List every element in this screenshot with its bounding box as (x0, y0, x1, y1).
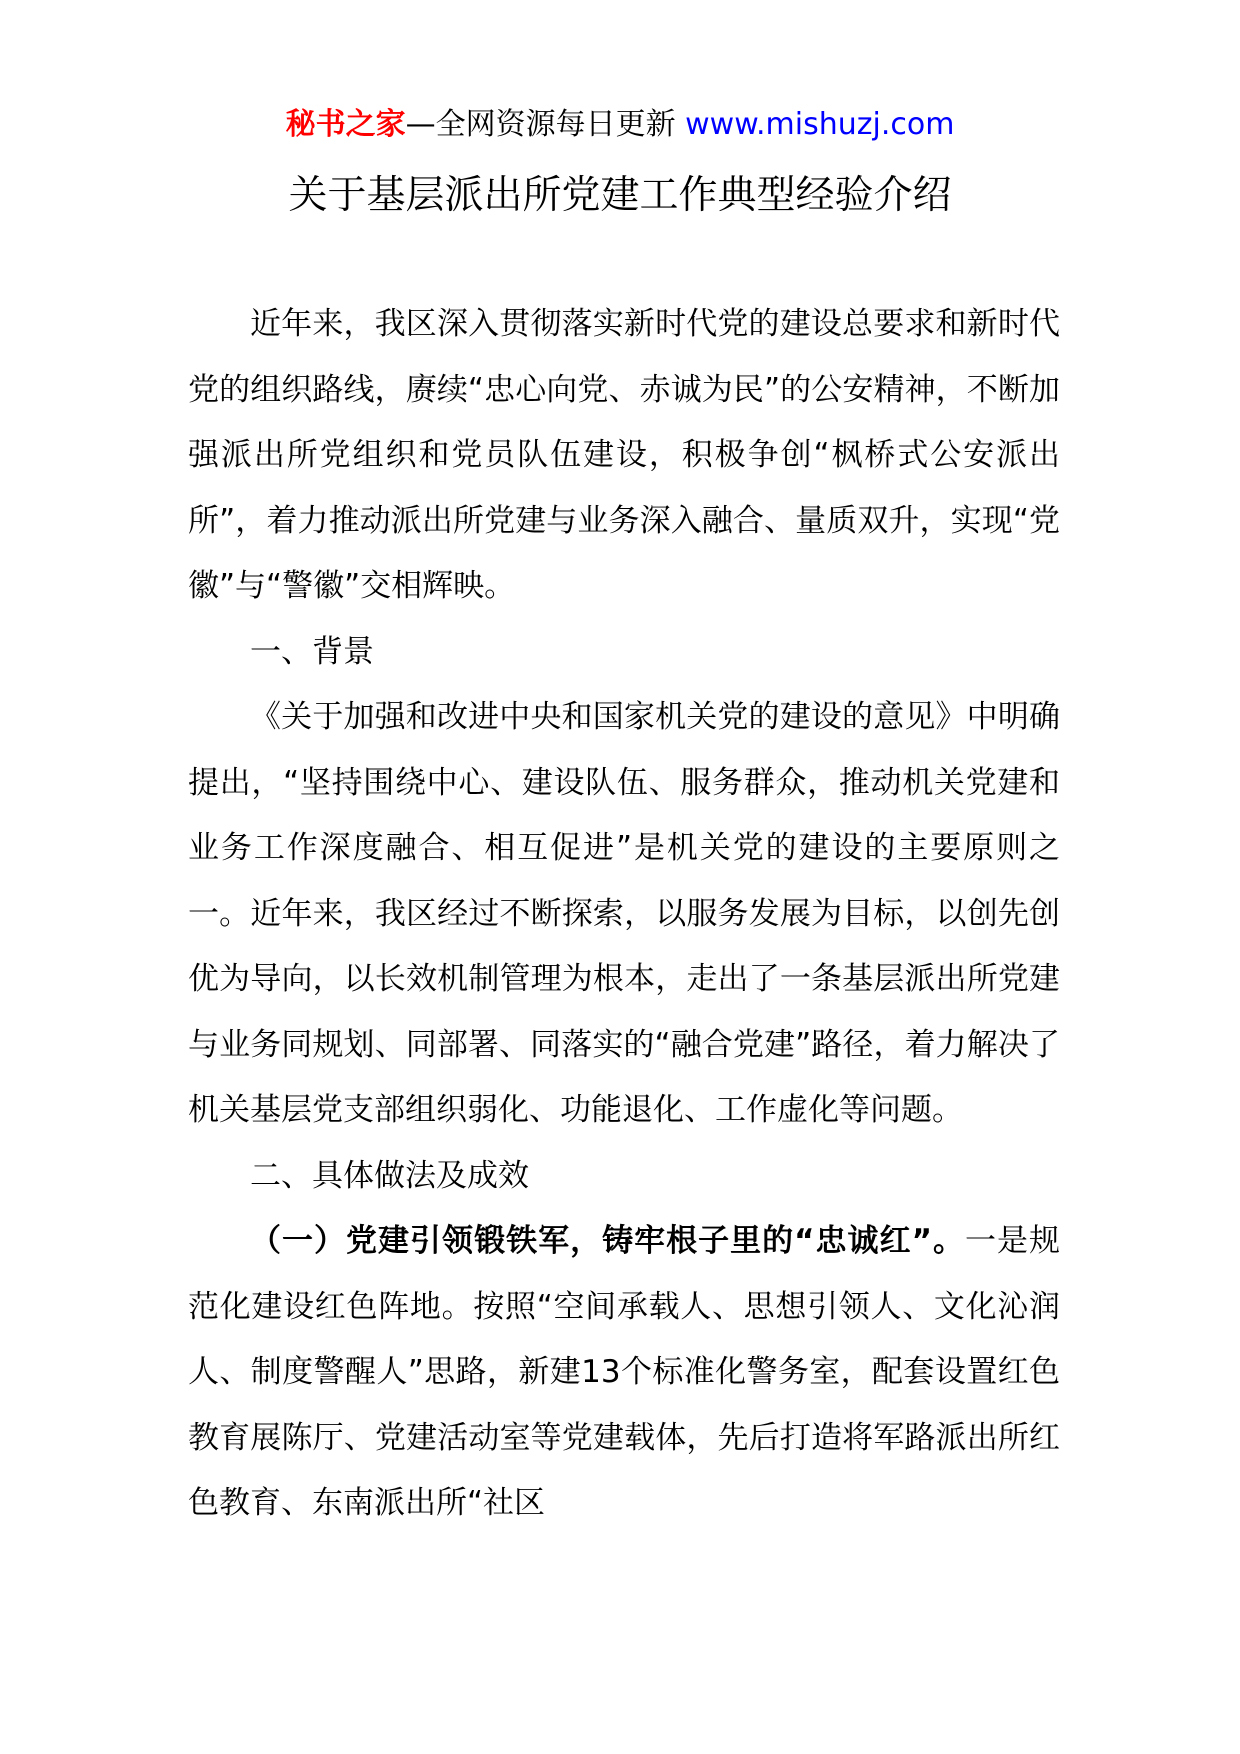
brand-name: 秘书之家 (285, 107, 406, 142)
document-body (188, 292, 1060, 1537)
section-heading-background: 一、背景 (250, 633, 374, 670)
subsection-heading: （一）党建引领锻铁军，铸牢根子里的“忠诚红”。 (250, 1223, 965, 1259)
background-paragraph: 《关于加强和改进中央和国家机关党的建设的意见》中明确提出，“坚持围绕中心、建设队伍、服务群众，推动机关党建和业务工作深度融合、相互促进”是机关党的建设的主要原则之一。近年来，我区经过不断探索，以服务发展为目标，以创先创优为导向，以长效机制管理为根本，走出了一条基层派出所党建与业务同规划、同部署、同落实的“融合党建”路径，着力解决了机关基层党支部组织弱化、功能退化、工作虚化等问题。 (188, 699, 1060, 1128)
website-link[interactable]: www.mishuzj.com (685, 107, 955, 142)
section-heading-practices: 二、具体做法及成效 (250, 1157, 529, 1194)
intro-paragraph: 近年来，我区深入贯彻落实新时代党的建设总要求和新时代党的组织路线，赓续“忠心向党、赤诚为民”的公安精神，不断加强派出所党组织和党员队伍建设，积极争创“枫桥式公安派出所”，着力推动派出所党建与业务深入融合、量质双升，实现“党徽”与“警徽”交相辉映。 (188, 306, 1060, 604)
document-header (0, 100, 1240, 150)
document-title: 关于基层派出所党建工作典型经验介绍 (288, 173, 952, 218)
subsection-paragraph (188, 1209, 1060, 1537)
subsection-text: 一是规范化建设红色阵地。按照“空间承载人、思想引领人、文化沁润人、制度警醒人”思路，新建13个标准化警务室，配套设置红色教育展陈厅、党建活动室等党建载体，先后打造将军路派出所红色教育、东南派出所“社区 (188, 1223, 1061, 1521)
header-slogan: —全网资源每日更新 (405, 107, 686, 142)
